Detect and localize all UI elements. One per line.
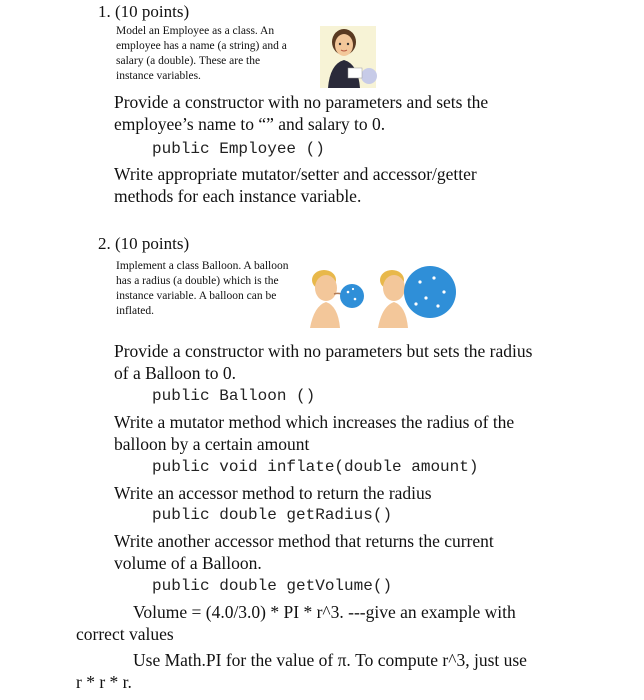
q2-description xyxy=(116,259,316,319)
text-line: methods for each instance variable. xyxy=(114,186,362,206)
q2-desc-line: has a radius (a double) which is the xyxy=(116,275,279,287)
text-line: Provide a constructor with no parameters but sets the radius xyxy=(114,341,533,361)
q2-volume-code: public double getVolume() xyxy=(152,577,393,595)
text-line: Provide a constructor with no parameters and sets the xyxy=(114,92,489,112)
q1-methods-text xyxy=(114,163,477,207)
q2-formula-line2: correct values xyxy=(76,624,174,644)
q2-pi-line2: r * r * r. xyxy=(76,672,132,692)
q2-constructor-code: public Balloon () xyxy=(152,387,316,405)
employee-illustration xyxy=(312,24,378,90)
text-line: balloon by a certain amount xyxy=(114,434,310,454)
q2-pi-line1: Use Math.PI for the value of π. To compute r^3, just use xyxy=(133,650,527,670)
q1-description xyxy=(116,24,316,84)
q2-accessor-code: public double getRadius() xyxy=(152,506,393,524)
q2-mutator-code: public void inflate(double amount) xyxy=(152,458,479,476)
q2-constructor-text xyxy=(114,340,532,384)
text-line: Write a mutator method which increases the radius of the xyxy=(114,412,515,432)
q2-desc-line: Implement a class Balloon. A balloon xyxy=(116,260,289,272)
text-line: Write appropriate mutator/setter and accessor/getter xyxy=(114,164,477,184)
text-line: Write another accessor method that returns the current xyxy=(114,531,494,551)
q1-constructor-text xyxy=(114,91,488,135)
q2-formula-line1: Volume = (4.0/3.0) * PI * r^3. ---give an example with xyxy=(133,602,516,622)
q2-desc-line: inflated. xyxy=(116,305,154,317)
q1-desc-line: salary (a double). These are the xyxy=(116,55,261,67)
q2-heading: 2. (10 points) xyxy=(98,234,190,253)
balloon-illustration xyxy=(304,258,464,328)
q2-accessor-text: Write an accessor method to return the radius xyxy=(114,483,432,503)
text-line: of a Balloon to 0. xyxy=(114,363,236,383)
q2-volume-text xyxy=(114,530,494,574)
q1-desc-line: employee has a name (a string) and a xyxy=(116,40,287,52)
text-line: volume of a Balloon. xyxy=(114,553,262,573)
q1-desc-line: Model an Employee as a class. An xyxy=(116,25,275,37)
q1-constructor-code: public Employee () xyxy=(152,140,325,158)
q1-desc-line: instance variables. xyxy=(116,70,201,82)
text-line: employee’s name to “” and salary to 0. xyxy=(114,114,386,134)
q2-desc-line: instance variable. A balloon can be xyxy=(116,290,277,302)
q1-heading: 1. (10 points) xyxy=(98,2,190,21)
q2-mutator-text xyxy=(114,411,514,455)
